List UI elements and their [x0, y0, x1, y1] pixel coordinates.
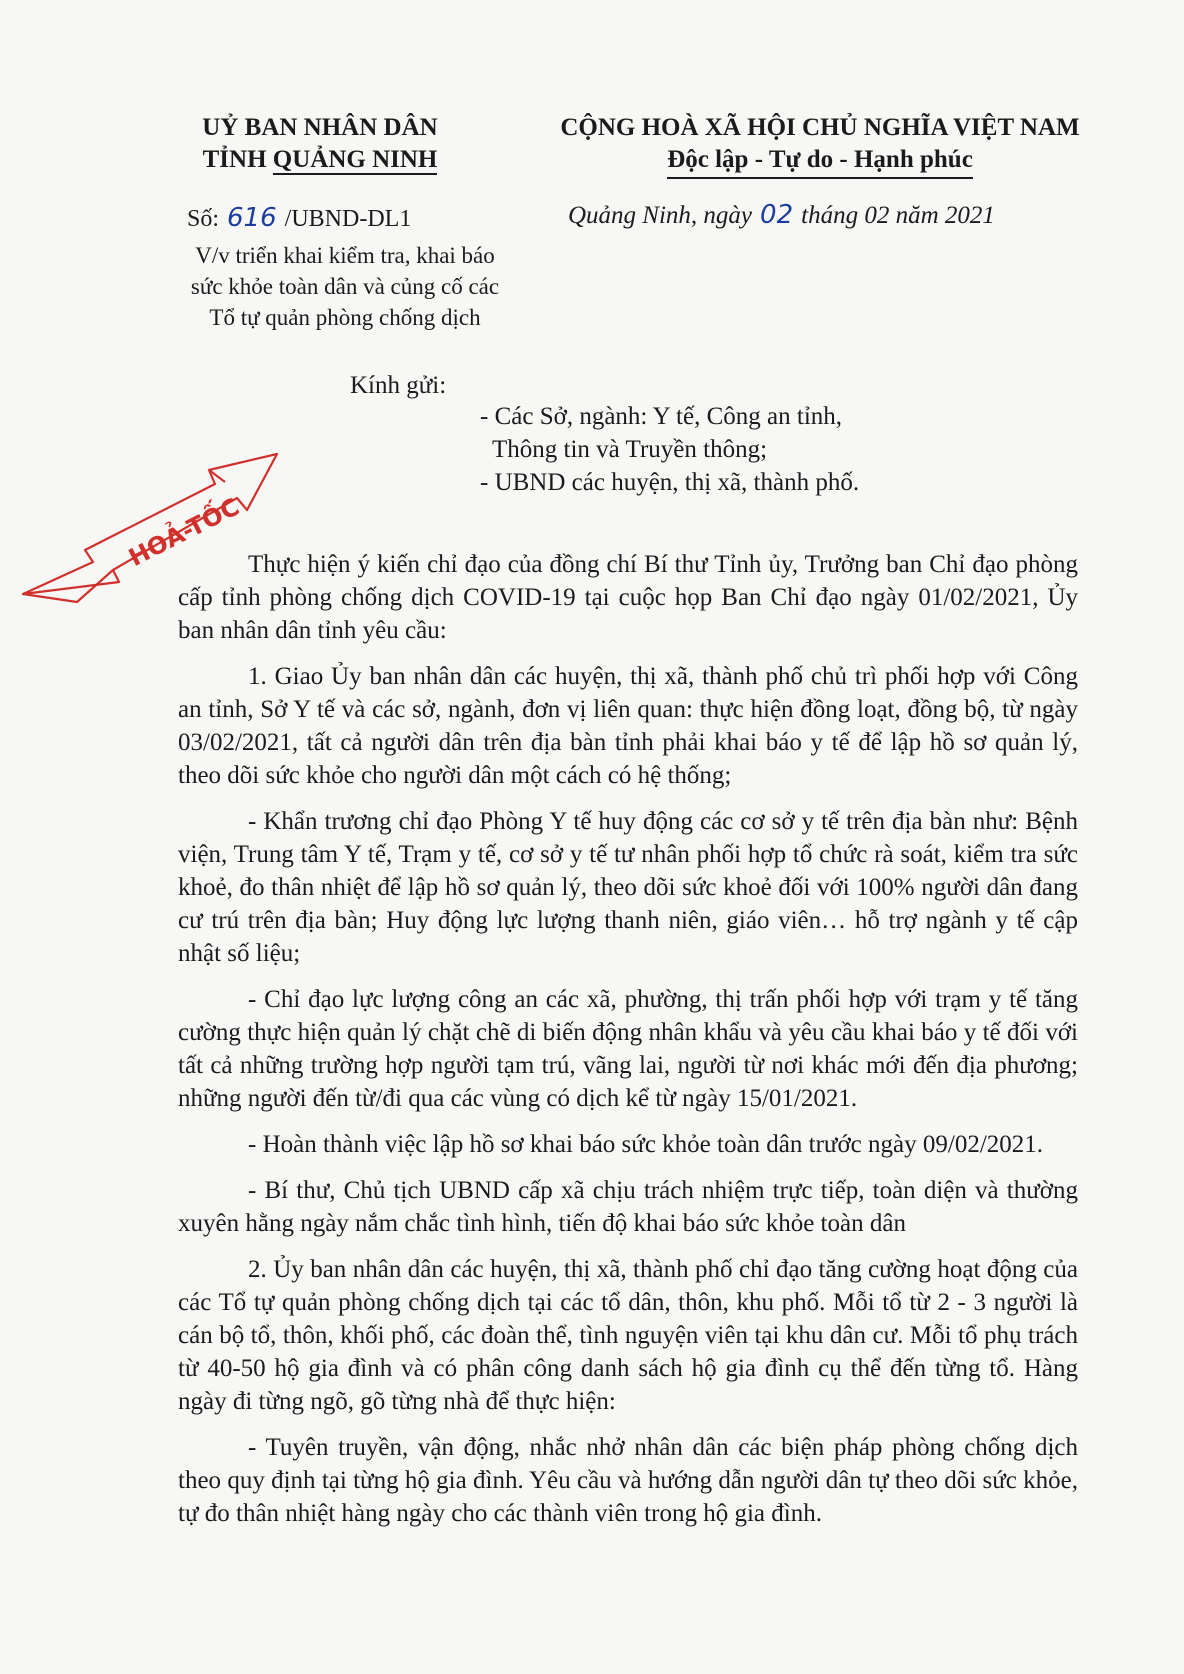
subject-line-3: Tổ tự quản phòng chống dịch [209, 305, 481, 330]
body-paragraph: - Bí thư, Chủ tịch UBND cấp xã chịu trách nhiệm trực tiếp, toàn diện và thường xuyên hằng ngày nắm chắc tình hình, tiến độ khai báo sức khỏe toàn dân [178, 1177, 1078, 1237]
body-paragraph: Thực hiện ý kiến chỉ đạo của đồng chí Bí thư Tỉnh ủy, Trưởng ban Chỉ đạo phòng cấp tỉnh phòng chống dịch COVID-19 tại cuộc họp Ban Chỉ đạo ngày 01/02/2021, Ủy ban nhân dân tỉnh yêu cầu: [178, 551, 1078, 644]
subject-summary [180, 240, 510, 333]
subject-line-1: V/v triển khai kiểm tra, khai báo [195, 243, 495, 268]
number-label: Số: [187, 206, 220, 232]
date-prefix: Quảng Ninh, ngày [568, 202, 753, 229]
number-suffix: /UBND-DL1 [284, 206, 412, 232]
handwritten-number: 616 [227, 203, 277, 233]
authority-line-2 [160, 144, 480, 176]
body-paragraph: - Chỉ đạo lực lượng công an các xã, phường, thị trấn phối hợp với trạm y tế tăng cường thực hiện quản lý chặt chẽ di biến động nhân khẩu và yêu cầu khai báo y tế đối với tất cả những trường hợp người tạm trú, vãng lai, người từ nơi khác mới đến địa phương; những người đến từ/đi qua các vùng có dịch kể từ ngày 15/01/2021. [178, 986, 1078, 1112]
recipient-line-3: - UBND các huyện, thị xã, thành phố. [480, 469, 860, 496]
nation-title: CỘNG HOÀ XÃ HỘI CHỦ NGHĨA VIỆT NAM [560, 114, 1080, 141]
recipient-line-1: - Các Sở, ngành: Y tế, Công an tỉnh, [480, 403, 843, 430]
authority-line-2-prefix: TỈNH [202, 146, 273, 173]
issuing-authority [160, 112, 480, 176]
svg-text:HOẢ-TỐC: HOẢ-TỐC [124, 492, 244, 573]
document-number [187, 203, 411, 233]
authority-line-2-underlined: QUẢNG NINH [272, 146, 438, 173]
national-motto: Độc lập - Tự do - Hạnh phúc [667, 144, 973, 179]
recipients-label: Kính gửi: [350, 372, 447, 399]
national-header [520, 112, 1120, 179]
handwritten-day: 02 [760, 200, 794, 230]
recipients-list [480, 400, 859, 499]
authority-line-1: UỶ BAN NHÂN DÂN [202, 114, 438, 141]
body-paragraph: - Khẩn trương chỉ đạo Phòng Y tế huy động các cơ sở y tế trên địa bàn như: Bệnh viện, Trung tâm Y tế, Trạm y tế, cơ sở y tế tư nhân phối hợp tổ chức rà soát, kiểm tra sức khoẻ, đo thân nhiệt để lập hồ sơ quản lý, theo dõi sức khoẻ đối với 100% người dân đang cư trú trên địa bàn; Huy động lực lượng thanh niên, giáo viên… hỗ trợ ngành y tế cập nhật số liệu; [178, 808, 1078, 967]
body-paragraph: 2. Ủy ban nhân dân các huyện, thị xã, thành phố chỉ đạo tăng cường hoạt động của các Tổ tự quản phòng chống dịch tại các tổ dân, thôn, khu phố. Mỗi tổ từ 2 - 3 người là cán bộ tổ, thôn, khối phố, các đoàn thể, tình nguyện viên tại khu dân cư. Mỗi tổ phụ trách từ 40-50 hộ gia đình và có phân công danh sách hộ gia đình cụ thể đến từng tổ. Hàng ngày đi từng ngõ, gõ từng nhà để thực hiện: [178, 1256, 1078, 1415]
recipient-line-2: Thông tin và Truyền thông; [492, 436, 768, 463]
body-paragraph: 1. Giao Ủy ban nhân dân các huyện, thị xã, thành phố chủ trì phối hợp với Công an tỉnh, Sở Y tế và các sở, ngành, đơn vị liên quan: thực hiện đồng loạt, đồng bộ, từ ngày 03/02/2021, tất cả người dân trên địa bàn tỉnh phải khai báo y tế để lập hồ sơ quản lý, theo dõi sức khỏe cho người dân một cách có hệ thống; [178, 663, 1078, 789]
document-date [568, 200, 995, 230]
subject-line-2: sức khỏe toàn dân và củng cố các [190, 274, 500, 299]
body-paragraph: - Tuyên truyền, vận động, nhắc nhở nhân dân các biện pháp phòng chống dịch theo quy định tại từng hộ gia đình. Yêu cầu và hướng dẫn người dân tự theo dõi sức khỏe, tự đo thân nhiệt hàng ngày cho các thành viên trong hộ gia đình. [178, 1434, 1078, 1527]
body-paragraph: - Hoàn thành việc lập hồ sơ khai báo sức khỏe toàn dân trước ngày 09/02/2021. [248, 1131, 1044, 1158]
document-body [178, 548, 1078, 1543]
date-suffix: tháng 02 năm 2021 [801, 202, 995, 229]
